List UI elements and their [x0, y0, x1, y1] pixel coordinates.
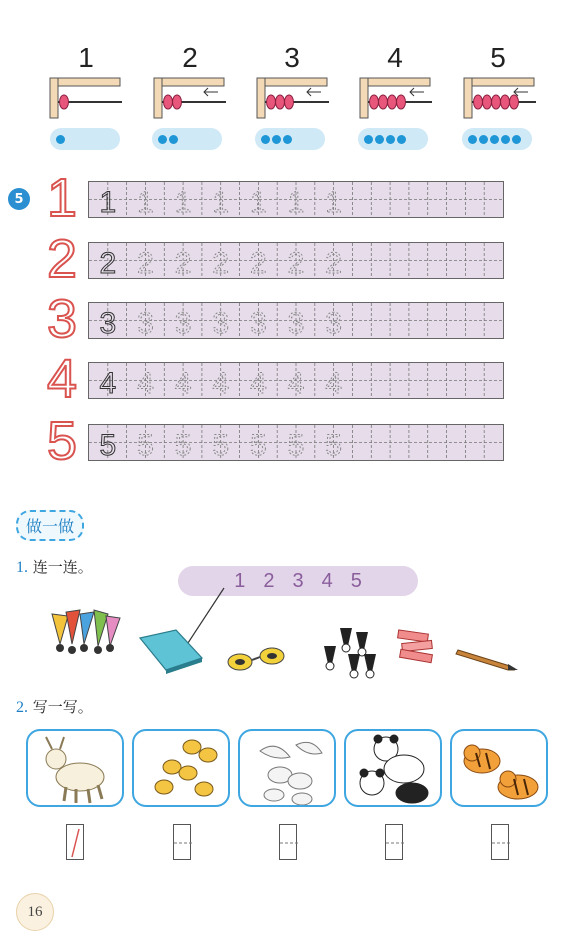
tigers-icon: [452, 731, 548, 807]
svg-text:5: 5: [212, 429, 230, 460]
strip-number-5[interactable]: 5: [350, 569, 362, 592]
svg-text:4: 4: [212, 367, 230, 398]
svg-text:3: 3: [212, 307, 230, 338]
answer-box-3[interactable]: [279, 824, 297, 860]
question-1-text: 连一连。: [32, 558, 93, 576]
answer-box-5[interactable]: [491, 824, 509, 860]
svg-text:1: 1: [325, 186, 342, 217]
svg-text:2: 2: [250, 247, 267, 278]
top-number-2: 2: [182, 42, 198, 73]
picture-card-doves: [238, 729, 336, 807]
answer-stroke-1: [67, 825, 85, 861]
svg-text:4: 4: [325, 367, 342, 398]
shuttlecocks-icon[interactable]: [318, 624, 382, 686]
pandas-icon: [346, 731, 442, 807]
strip-number-2[interactable]: 2: [263, 569, 275, 592]
picture-card-goat: [26, 729, 124, 807]
answer-box-4[interactable]: [385, 824, 403, 860]
svg-text:1: 1: [287, 186, 305, 217]
svg-text:2: 2: [99, 247, 117, 278]
svg-text:2: 2: [174, 247, 192, 278]
svg-text:1: 1: [212, 186, 230, 217]
svg-text:2: 2: [137, 247, 154, 278]
strip-number-4[interactable]: 4: [321, 569, 333, 592]
svg-text:5: 5: [137, 429, 154, 460]
stroke-guide-digit-3: 3: [46, 289, 78, 349]
stroke-guide-digit-1: 1: [46, 168, 78, 228]
section-icon: 5: [8, 188, 30, 210]
svg-text:3: 3: [250, 307, 267, 338]
answer-box-2[interactable]: [173, 824, 191, 860]
svg-text:5: 5: [250, 429, 267, 460]
svg-text:1: 1: [250, 186, 267, 217]
svg-text:4: 4: [287, 367, 305, 398]
svg-text:5: 5: [287, 429, 305, 460]
stroke-guide-digit-5: 5: [46, 411, 78, 471]
stroke-guide-digit-2: 2: [46, 229, 78, 289]
question-2-text: 写一写。: [32, 698, 93, 716]
svg-text:5: 5: [99, 429, 117, 460]
erasers-icon[interactable]: [394, 628, 440, 668]
svg-text:2: 2: [212, 247, 230, 278]
strip-number-3[interactable]: 3: [292, 569, 304, 592]
top-number-4: 4: [387, 42, 403, 73]
shuttlecock-toys-icon[interactable]: [46, 604, 126, 664]
bees-icon: [134, 731, 230, 807]
top-number-1: 1: [78, 42, 94, 73]
picture-card-pandas: [344, 729, 442, 807]
svg-text:2: 2: [325, 247, 342, 278]
goat-icon: [28, 731, 124, 807]
svg-text:5: 5: [325, 429, 342, 460]
question-1-number: 1.: [16, 559, 28, 576]
strip-number-1[interactable]: 1: [234, 569, 246, 592]
top-number-3: 3: [284, 42, 300, 73]
picture-card-tigers: [450, 729, 548, 807]
picture-card-bees: [132, 729, 230, 807]
question-2: [16, 696, 93, 717]
svg-text:1: 1: [99, 186, 117, 217]
notebook-icon[interactable]: [136, 628, 206, 676]
stroke-guide-digit-4: 4: [46, 349, 78, 409]
svg-text:3: 3: [287, 307, 305, 338]
svg-text:4: 4: [99, 367, 117, 398]
svg-text:3: 3: [174, 307, 192, 338]
svg-text:4: 4: [174, 367, 192, 398]
top-number-5: 5: [490, 42, 506, 73]
svg-text:3: 3: [325, 307, 342, 338]
activity-heading: 做一做: [16, 510, 84, 541]
svg-text:4: 4: [250, 367, 267, 398]
doves-icon: [240, 731, 336, 807]
svg-text:2: 2: [287, 247, 305, 278]
page-number: 16: [16, 893, 54, 931]
svg-text:3: 3: [99, 307, 117, 338]
svg-text:3: 3: [137, 307, 154, 338]
svg-text:5: 5: [174, 429, 192, 460]
glasses-icon[interactable]: [224, 644, 294, 674]
pencil-icon[interactable]: [454, 644, 520, 672]
answer-box-1[interactable]: [66, 824, 84, 860]
svg-text:4: 4: [137, 367, 154, 398]
question-2-number: 2.: [16, 699, 28, 716]
svg-text:1: 1: [174, 186, 192, 217]
svg-text:1: 1: [137, 186, 154, 217]
